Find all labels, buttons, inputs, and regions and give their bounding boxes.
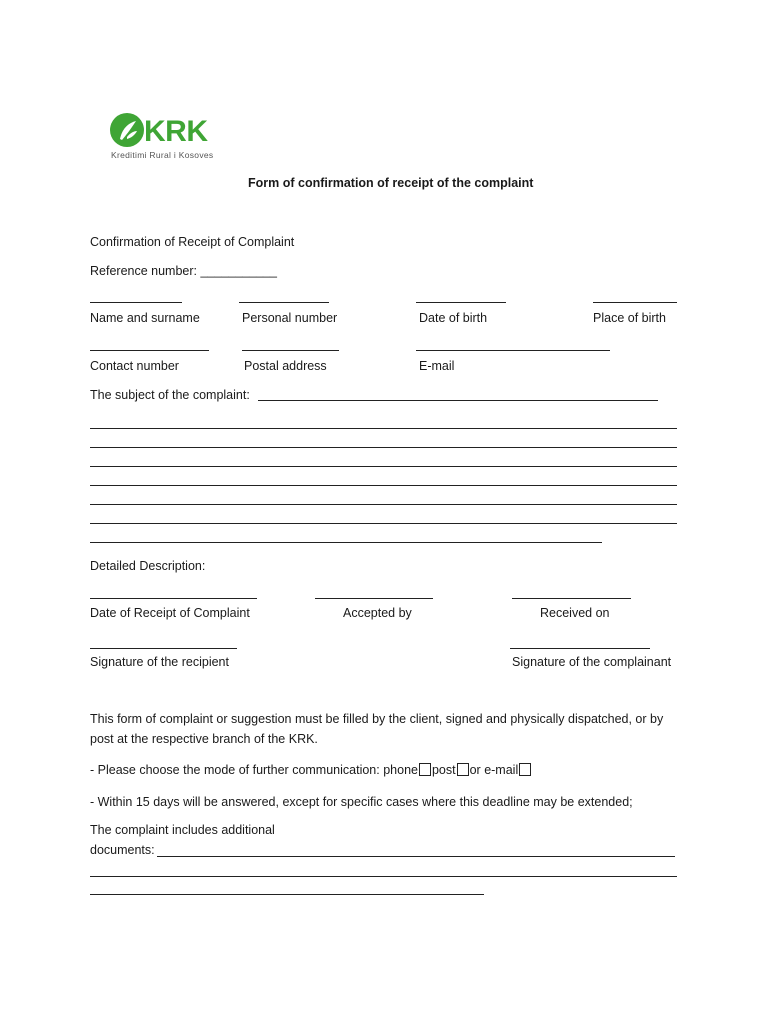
post-option-label: post xyxy=(431,763,456,777)
contact-number-line[interactable] xyxy=(90,350,209,351)
name-surname-label: Name and surname xyxy=(90,311,200,325)
logo-tagline: Kreditimi Rural i Kosoves xyxy=(111,150,214,160)
accepted-by-label: Accepted by xyxy=(343,606,412,620)
krk-logo xyxy=(110,113,230,165)
form-subtitle: Confirmation of Receipt of Complaint xyxy=(90,235,295,249)
logo-wordmark: KRK xyxy=(144,115,208,148)
subject-body-line[interactable] xyxy=(90,447,677,448)
postal-address-label: Postal address xyxy=(244,359,327,373)
postal-address-line[interactable] xyxy=(242,350,339,351)
subject-body-line[interactable] xyxy=(90,485,677,486)
contact-number-label: Contact number xyxy=(90,359,179,373)
personal-number-line[interactable] xyxy=(239,302,329,303)
communication-mode-label: - Please choose the mode of further communication: phone xyxy=(90,763,418,777)
communication-mode-row xyxy=(90,763,532,777)
date-of-birth-line[interactable] xyxy=(416,302,506,303)
reference-number-field[interactable]: Reference number: ___________ xyxy=(90,264,277,278)
documents-label: documents: xyxy=(90,843,155,857)
place-of-birth-label: Place of birth xyxy=(593,311,666,325)
date-of-birth-label: Date of birth xyxy=(419,311,488,325)
leaf-icon xyxy=(110,113,144,147)
personal-number-label: Personal number xyxy=(242,311,338,325)
subject-body-line[interactable] xyxy=(90,523,677,524)
date-of-receipt-label: Date of Receipt of Complaint xyxy=(90,606,250,620)
date-of-receipt-line[interactable] xyxy=(90,598,257,599)
subject-body-line[interactable] xyxy=(90,428,677,429)
recipient-signature-label: Signature of the recipient xyxy=(90,655,229,669)
deadline-note: - Within 15 days will be answered, except for specific cases where this deadline may be extended; xyxy=(90,795,633,809)
email-option-label: or e-mail xyxy=(469,763,519,777)
subject-line[interactable] xyxy=(258,400,658,401)
documents-body-line[interactable] xyxy=(90,876,677,877)
documents-line[interactable] xyxy=(157,856,675,857)
subject-label: The subject of the complaint: xyxy=(90,388,250,402)
email-line[interactable] xyxy=(416,350,610,351)
email-checkbox[interactable] xyxy=(519,763,531,776)
accepted-by-line[interactable] xyxy=(315,598,433,599)
additional-docs-label: The complaint includes additional xyxy=(90,823,275,837)
email-label: E-mail xyxy=(419,359,455,373)
recipient-signature-line[interactable] xyxy=(90,648,237,649)
phone-checkbox[interactable] xyxy=(419,763,431,776)
subject-body-line[interactable] xyxy=(90,504,677,505)
name-surname-line[interactable] xyxy=(90,302,182,303)
notice-paragraph: This form of complaint or suggestion must be filled by the client, signed and physically dispatched, or by post at the respective branch of the KRK. xyxy=(90,712,664,746)
received-on-label: Received on xyxy=(540,606,610,620)
page-title: Form of confirmation of receipt of the complaint xyxy=(248,176,534,190)
complainant-signature-label: Signature of the complainant xyxy=(512,655,672,669)
post-checkbox[interactable] xyxy=(457,763,469,776)
place-of-birth-line[interactable] xyxy=(593,302,677,303)
detailed-description-label: Detailed Description: xyxy=(90,559,206,573)
complainant-signature-line[interactable] xyxy=(510,648,650,649)
documents-body-line[interactable] xyxy=(90,894,484,895)
subject-body-line[interactable] xyxy=(90,542,602,543)
subject-body-line[interactable] xyxy=(90,466,677,467)
received-on-line[interactable] xyxy=(512,598,631,599)
